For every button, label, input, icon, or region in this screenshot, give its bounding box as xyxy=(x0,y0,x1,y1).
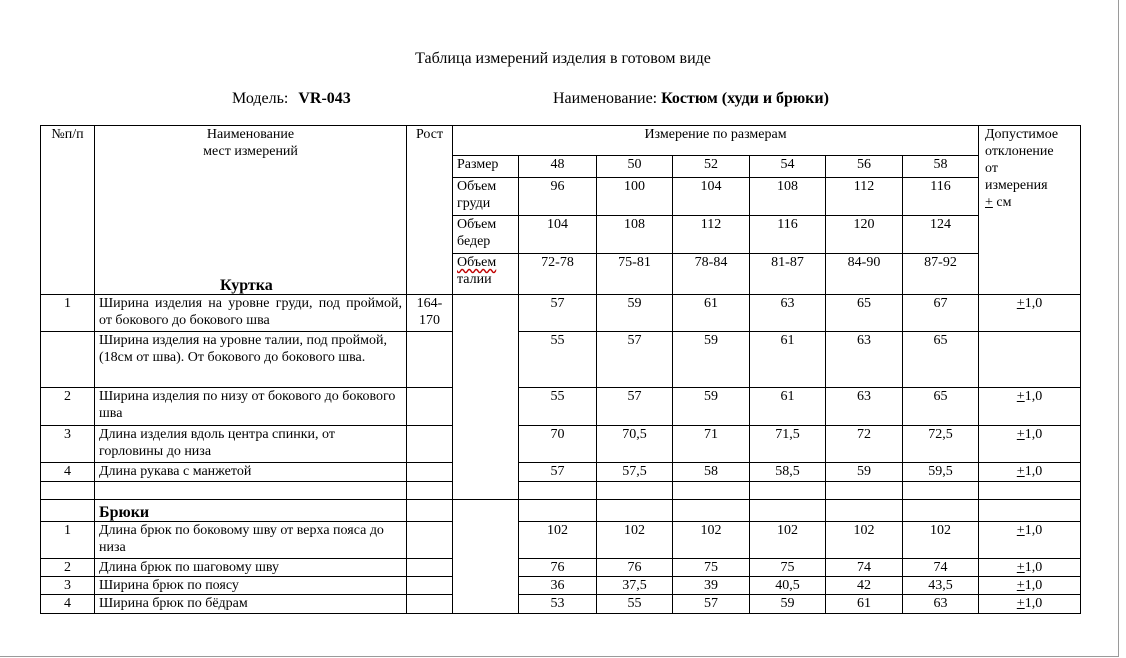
row-value: 75 xyxy=(673,559,750,577)
header-height: Рост xyxy=(407,126,453,295)
row-value: 76 xyxy=(519,559,597,577)
size-value: 52 xyxy=(673,156,750,178)
model-label: Модель: xyxy=(232,90,289,107)
hips-value: 124 xyxy=(903,216,979,254)
row-tolerance: +1,0 xyxy=(979,426,1081,463)
chest-row-label: Объем груди xyxy=(453,178,519,216)
hips-value: 112 xyxy=(673,216,750,254)
row-value: 57 xyxy=(597,388,673,426)
hips-value: 104 xyxy=(519,216,597,254)
row-num: 2 xyxy=(41,388,95,426)
row-value: 55 xyxy=(519,332,597,388)
row-num xyxy=(41,332,95,388)
row-value: 102 xyxy=(597,522,673,559)
waist-value: 72-78 xyxy=(519,254,597,295)
row-name: Длина брюк по боковому шву от верха пояса до низа xyxy=(95,522,407,559)
row-value: 72 xyxy=(826,426,903,463)
row-height xyxy=(407,559,453,577)
table-row xyxy=(41,595,1081,614)
chest-value: 96 xyxy=(519,178,597,216)
row-value: 102 xyxy=(750,522,826,559)
table-row xyxy=(41,463,1081,482)
row-tolerance: +1,0 xyxy=(979,463,1081,482)
row-value: 70,5 xyxy=(597,426,673,463)
hips-row-label: Объем бедер xyxy=(453,216,519,254)
row-name: Ширина изделия на уровне груди, под проймой, от бокового до бокового шва xyxy=(95,295,407,332)
row-name: Длина рукава с манжетой xyxy=(95,463,407,482)
row-tolerance: +1,0 xyxy=(979,388,1081,426)
row-value: 65 xyxy=(826,295,903,332)
row-value: 57 xyxy=(519,463,597,482)
row-value: 43,5 xyxy=(903,577,979,595)
chest-value: 104 xyxy=(673,178,750,216)
chest-value: 116 xyxy=(903,178,979,216)
row-value: 63 xyxy=(826,388,903,426)
size-value: 48 xyxy=(519,156,597,178)
chest-value: 112 xyxy=(826,178,903,216)
row-tolerance: +1,0 xyxy=(979,577,1081,595)
row-num: 3 xyxy=(41,577,95,595)
row-value: 37,5 xyxy=(597,577,673,595)
table-row xyxy=(41,295,1081,332)
chest-value: 100 xyxy=(597,178,673,216)
waist-row-label: Объем талии xyxy=(453,254,519,295)
row-value: 74 xyxy=(826,559,903,577)
row-value: 59 xyxy=(673,332,750,388)
row-height xyxy=(407,522,453,559)
product-name-label: Наименование: xyxy=(553,90,658,107)
model-value: VR-043 xyxy=(298,90,351,107)
row-value: 63 xyxy=(903,595,979,614)
row-value: 102 xyxy=(673,522,750,559)
row-height xyxy=(407,577,453,595)
row-value: 65 xyxy=(903,388,979,426)
waist-value: 75-81 xyxy=(597,254,673,295)
row-tolerance: +1,0 xyxy=(979,559,1081,577)
table-row xyxy=(41,332,1081,388)
row-height xyxy=(407,332,453,388)
row-height xyxy=(407,426,453,463)
jacket-section-title: Куртка xyxy=(220,277,273,294)
hips-value: 116 xyxy=(750,216,826,254)
row-value: 72,5 xyxy=(903,426,979,463)
row-name: Длина брюк по шаговому шву xyxy=(95,559,407,577)
row-value: 59,5 xyxy=(903,463,979,482)
model-line xyxy=(232,90,351,108)
header-sizes-group: Измерение по размерам xyxy=(453,126,979,156)
row-value: 53 xyxy=(519,595,597,614)
row-value: 67 xyxy=(903,295,979,332)
row-value: 40,5 xyxy=(750,577,826,595)
row-value: 70 xyxy=(519,426,597,463)
header-num: №п/п xyxy=(41,126,95,295)
waist-value: 78-84 xyxy=(673,254,750,295)
row-tolerance: +1,0 xyxy=(979,522,1081,559)
row-name: Ширина брюк по бёдрам xyxy=(95,595,407,614)
row-name: Длина изделия вдоль центра спинки, от горловины до низа xyxy=(95,426,407,463)
row-height xyxy=(407,463,453,482)
product-name-line xyxy=(553,90,829,108)
size-value: 54 xyxy=(750,156,826,178)
document-title: Таблица измерений изделия в готовом виде xyxy=(415,50,711,67)
row-value: 58 xyxy=(673,463,750,482)
size-value: 56 xyxy=(826,156,903,178)
row-value: 61 xyxy=(826,595,903,614)
row-value: 61 xyxy=(750,388,826,426)
size-value: 58 xyxy=(903,156,979,178)
row-value: 57 xyxy=(597,332,673,388)
row-value: 61 xyxy=(673,295,750,332)
row-num: 4 xyxy=(41,595,95,614)
row-height xyxy=(407,595,453,614)
hips-value: 120 xyxy=(826,216,903,254)
row-value: 39 xyxy=(673,577,750,595)
row-value: 102 xyxy=(903,522,979,559)
row-value: 59 xyxy=(597,295,673,332)
row-value: 59 xyxy=(673,388,750,426)
row-num: 4 xyxy=(41,463,95,482)
row-value: 71,5 xyxy=(750,426,826,463)
row-height: 164- 170 xyxy=(407,295,453,332)
row-value: 55 xyxy=(519,388,597,426)
waist-value: 81-87 xyxy=(750,254,826,295)
table-row xyxy=(41,577,1081,595)
row-value: 59 xyxy=(826,463,903,482)
row-value: 76 xyxy=(597,559,673,577)
empty-label-column xyxy=(453,295,519,500)
header-row xyxy=(41,126,1081,156)
row-name: Ширина брюк по поясу xyxy=(95,577,407,595)
table-row xyxy=(41,559,1081,577)
waist-value: 84-90 xyxy=(826,254,903,295)
table-row xyxy=(41,522,1081,559)
row-name: Ширина изделия по низу от бокового до бокового шва xyxy=(95,388,407,426)
header-places-label: Наименование мест измерений xyxy=(203,127,298,159)
row-value: 63 xyxy=(826,332,903,388)
row-tolerance: +1,0 xyxy=(979,295,1081,332)
row-value: 102 xyxy=(519,522,597,559)
row-value: 57 xyxy=(519,295,597,332)
table-row xyxy=(41,388,1081,426)
row-name: Ширина изделия на уровне талии, под проймой, (18см от шва). От бокового до бокового шва. xyxy=(95,332,407,388)
empty-row xyxy=(41,482,1081,500)
row-tolerance xyxy=(979,332,1081,388)
row-value: 55 xyxy=(597,595,673,614)
header-places xyxy=(95,126,407,295)
header-tolerance: Допустимое отклонение от измерения + см xyxy=(979,126,1081,295)
row-height xyxy=(407,388,453,426)
empty-label-column xyxy=(453,500,519,614)
row-num: 2 xyxy=(41,559,95,577)
row-value: 59 xyxy=(750,595,826,614)
row-value: 65 xyxy=(903,332,979,388)
row-value: 71 xyxy=(673,426,750,463)
waist-value: 87-92 xyxy=(903,254,979,295)
row-value: 63 xyxy=(750,295,826,332)
row-value: 57 xyxy=(673,595,750,614)
size-row-label: Размер xyxy=(453,156,519,178)
row-value: 75 xyxy=(750,559,826,577)
row-value: 36 xyxy=(519,577,597,595)
pants-section-title: Брюки xyxy=(95,500,407,522)
row-num: 1 xyxy=(41,522,95,559)
row-value: 61 xyxy=(750,332,826,388)
row-value: 42 xyxy=(826,577,903,595)
chest-value: 108 xyxy=(750,178,826,216)
row-value: 57,5 xyxy=(597,463,673,482)
row-num: 1 xyxy=(41,295,95,332)
row-value: 58,5 xyxy=(750,463,826,482)
row-value: 102 xyxy=(826,522,903,559)
measurement-table xyxy=(40,125,1081,614)
table-row xyxy=(41,426,1081,463)
hips-value: 108 xyxy=(597,216,673,254)
row-tolerance: +1,0 xyxy=(979,595,1081,614)
size-value: 50 xyxy=(597,156,673,178)
product-name-value: Костюм (худи и брюки) xyxy=(661,90,829,107)
row-num: 3 xyxy=(41,426,95,463)
pants-title-row xyxy=(41,500,1081,522)
row-value: 74 xyxy=(903,559,979,577)
